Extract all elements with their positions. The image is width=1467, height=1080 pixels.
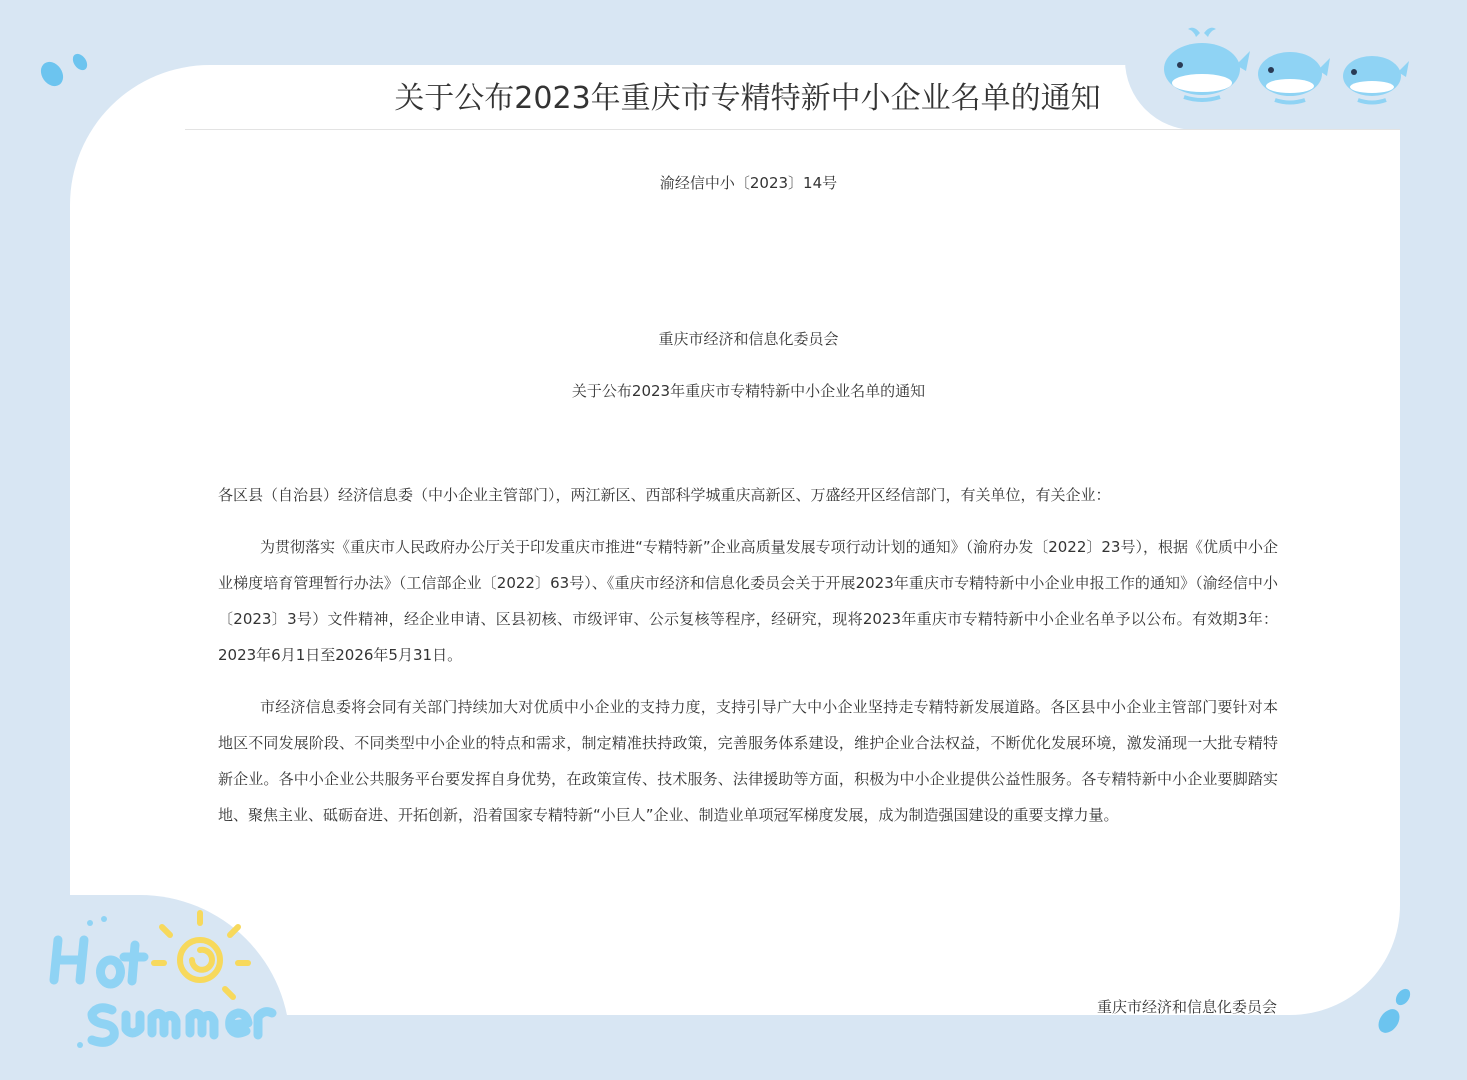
title-bar xyxy=(185,65,1400,130)
water-drop-icon xyxy=(38,50,94,90)
body-paragraph-1: 为贯彻落实《重庆市人民政府办公厅关于印发重庆市推进“专精特新”企业高质量发展专项行动计划的通知》（渝府办发〔2022〕23号），根据《优质中小企业梯度培育管理暂行办法》（工信部企业〔2022〕63号）、《重庆市经济和信息化委员会关于开展2023年重庆市专精特新中小企业申报工作的通知》（渝经信中小〔2023〕3号）文件精神，经企业申请、区县初核、市级评审、公示复核等程序，经研究，现将2023年重庆市专精特新中小企业名单予以公布。有效期3年：2023年6月1日至2026年5月31日。 xyxy=(218,538,1278,664)
signature: 重庆市经济和信息化委员会 xyxy=(1096,998,1277,1016)
salutation: 各区县（自治县）经济信息委（中小企业主管部门），两江新区、西部科学城重庆高新区、万盛经开区经信部门，有关单位，有关企业： xyxy=(218,486,1111,504)
document-number: 渝经信中小〔2023〕14号 xyxy=(659,174,838,192)
body-paragraph-2: 市经济信息委将会同有关部门持续加大对优质中小企业的支持力度，支持引导广大中小企业坚持走专精特新发展道路。各区县中小企业主管部门要针对本地区不同发展阶段、不同类型中小企业的特点和需求，制定精准扶持政策，完善服务体系建设，维护企业合法权益，不断优化发展环境，激发涌现一大批专精特新企业。各中小企业公共服务平台要发挥自身优势，在政策宣传、技术服务、法律援助等方面，积极为中小企业提供公益性服务。各专精特新中小企业要脚踏实地、聚焦主业、砥砺奋进、开拓创新，沿着国家专精特新“小巨人”企业、制造业单项冠军梯度发展，成为制造强国建设的重要支撑力量。 xyxy=(218,698,1278,824)
notice-subtitle: 关于公布2023年重庆市专精特新中小企业名单的通知 xyxy=(571,382,926,400)
hot-summer-badge-icon xyxy=(40,905,280,1055)
water-drop-icon xyxy=(1375,985,1420,1040)
page-title: 关于公布2023年重庆市专精特新中小企业名单的通知 xyxy=(394,81,1101,116)
issuer-name: 重庆市经济和信息化委员会 xyxy=(658,330,839,348)
